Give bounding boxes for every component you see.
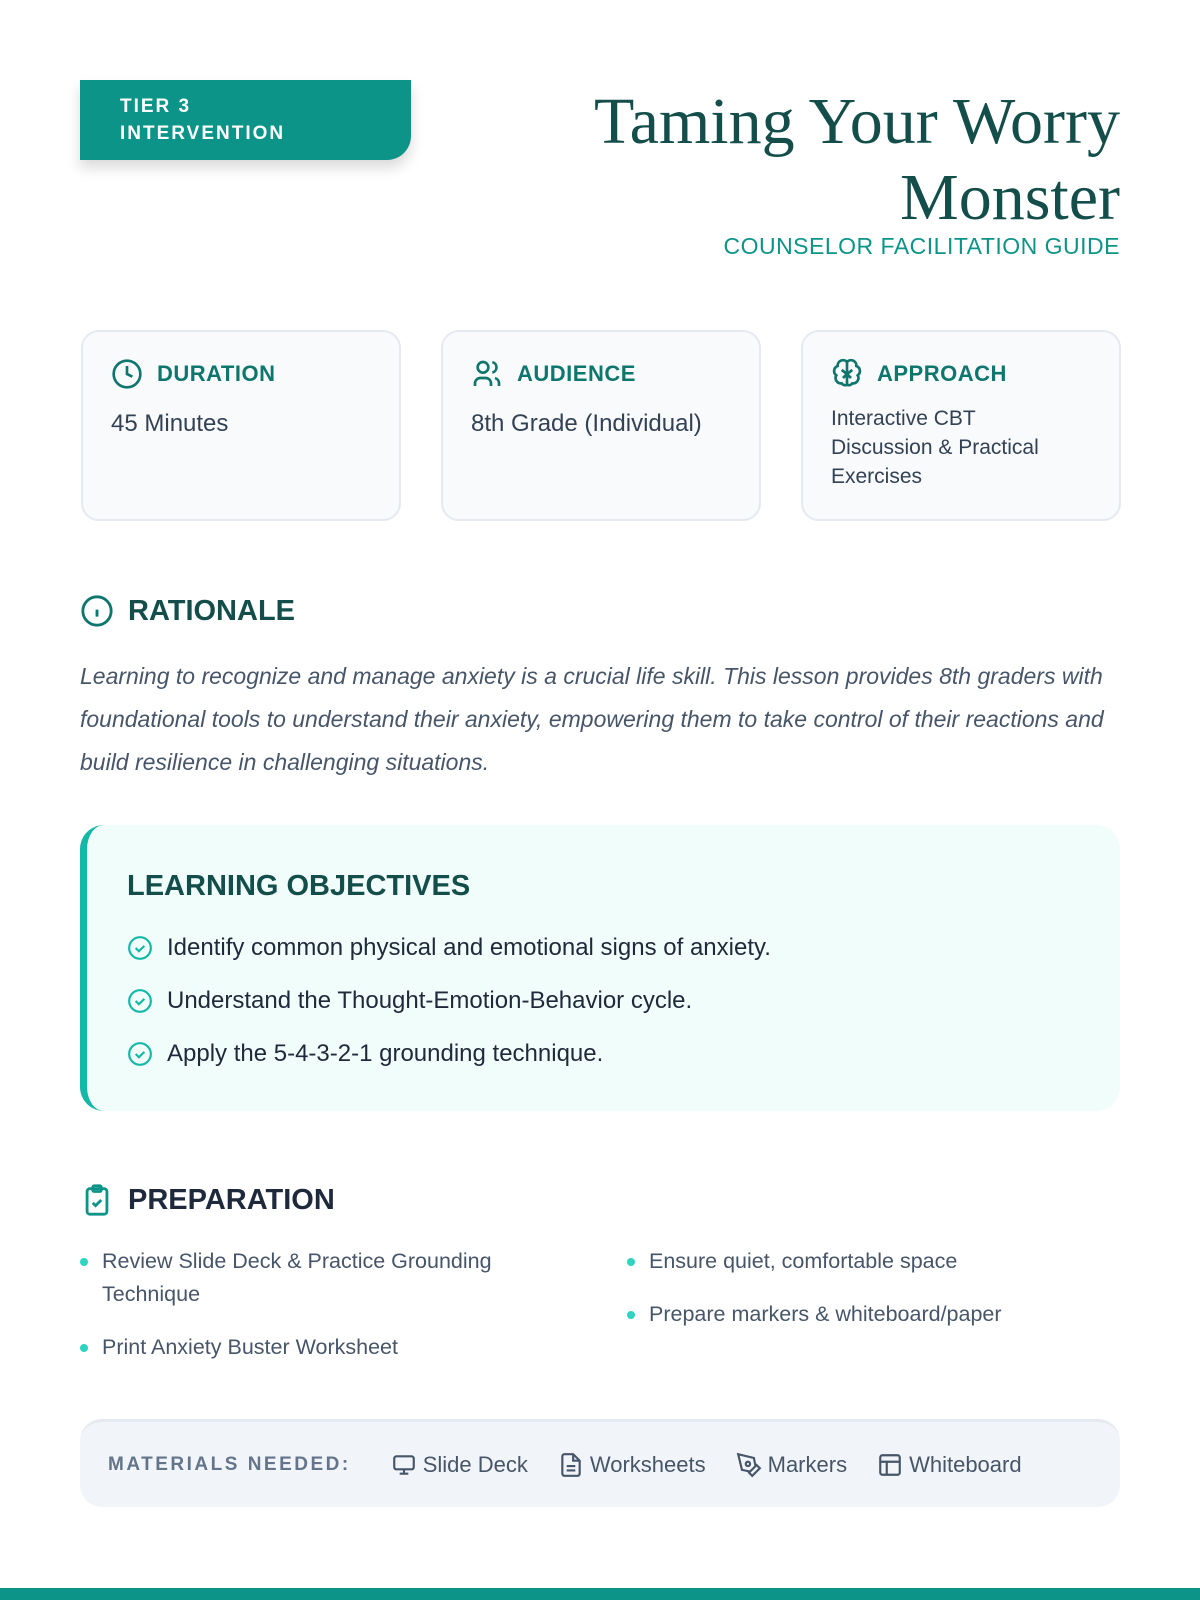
objective-item [127,1027,1080,1080]
objectives-box [80,825,1120,1111]
prep-text: Ensure quiet, comfortable space [649,1249,958,1273]
preparation-heading-text: PREPARATION [128,1183,335,1216]
material-text: Whiteboard [909,1451,1022,1477]
objective-item [127,921,1080,974]
badge-line-2: INTERVENTION [120,123,286,144]
file-text-icon [558,1452,584,1478]
card-value: 8th Grade (Individual) [471,410,702,437]
page-subtitle: COUNSELOR FACILITATION GUIDE [723,233,1120,259]
objective-text: Apply the 5-4-3-2-1 grounding technique. [167,1039,604,1067]
bullet-icon [80,1344,88,1352]
objective-text: Identify common physical and emotional signs of anxiety. [167,933,771,961]
objectives-heading: LEARNING OBJECTIVES [127,870,471,902]
prep-item [80,1245,550,1311]
badge-line-1: TIER 3 [120,96,192,117]
prep-text: Print Anxiety Buster Worksheet [102,1335,398,1359]
pen-tool-icon [736,1452,762,1478]
rationale-text: Learning to recognize and manage anxiety is a crucial life skill. This lesson provides 8th graders with foundational tools to understand their anxiety, empowering them to take control of their reactions and build resilience in challenging situations. [80,663,1104,775]
bullet-icon [80,1258,88,1266]
material-item [558,1452,706,1478]
material-text: Worksheets [589,1451,706,1477]
card-value: Interactive CBT Discussion & Practical Exercises [831,407,1039,488]
materials-label: MATERIALS NEEDED: [108,1453,351,1475]
objective-text: Understand the Thought-Emotion-Behavior cycle. [167,986,693,1014]
preparation-heading [80,1182,335,1218]
material-text: Markers [767,1451,848,1477]
users-icon [471,358,503,390]
card-label: DURATION [157,361,276,386]
check-circle-icon [127,988,153,1014]
info-icon [80,594,114,628]
preparation-list-right [627,1245,1097,1351]
prep-text: Review Slide Deck & Practice Grounding Technique [102,1249,492,1306]
prep-item [627,1298,1097,1331]
rationale-heading [80,594,295,628]
material-item [877,1452,1022,1478]
audience-card [441,330,761,521]
check-circle-icon [127,935,153,961]
bullet-icon [627,1311,635,1319]
prep-item [80,1331,550,1364]
monitor-icon [391,1452,417,1478]
clipboard-check-icon [80,1182,114,1218]
material-item [391,1452,528,1478]
objective-item [127,974,1080,1027]
footer-bar [0,1588,1200,1600]
materials-bar [80,1419,1120,1507]
bullet-icon [627,1258,635,1266]
duration-card [81,330,401,521]
layout-icon [877,1452,903,1478]
page-title: Taming Your Worry Monster [593,85,1120,234]
card-label: APPROACH [877,361,1007,386]
material-text: Slide Deck [422,1451,528,1477]
rationale-heading-text: RATIONALE [128,594,296,627]
tier-badge [80,80,411,160]
prep-text: Prepare markers & whiteboard/paper [649,1302,1002,1326]
check-circle-icon [127,1041,153,1067]
preparation-list-left [80,1245,550,1384]
approach-card [801,330,1121,521]
clock-icon [111,358,143,390]
card-value: 45 Minutes [111,410,229,437]
material-item [736,1452,847,1478]
brain-icon [831,358,863,390]
prep-item [627,1245,1097,1278]
card-label: AUDIENCE [517,361,636,386]
